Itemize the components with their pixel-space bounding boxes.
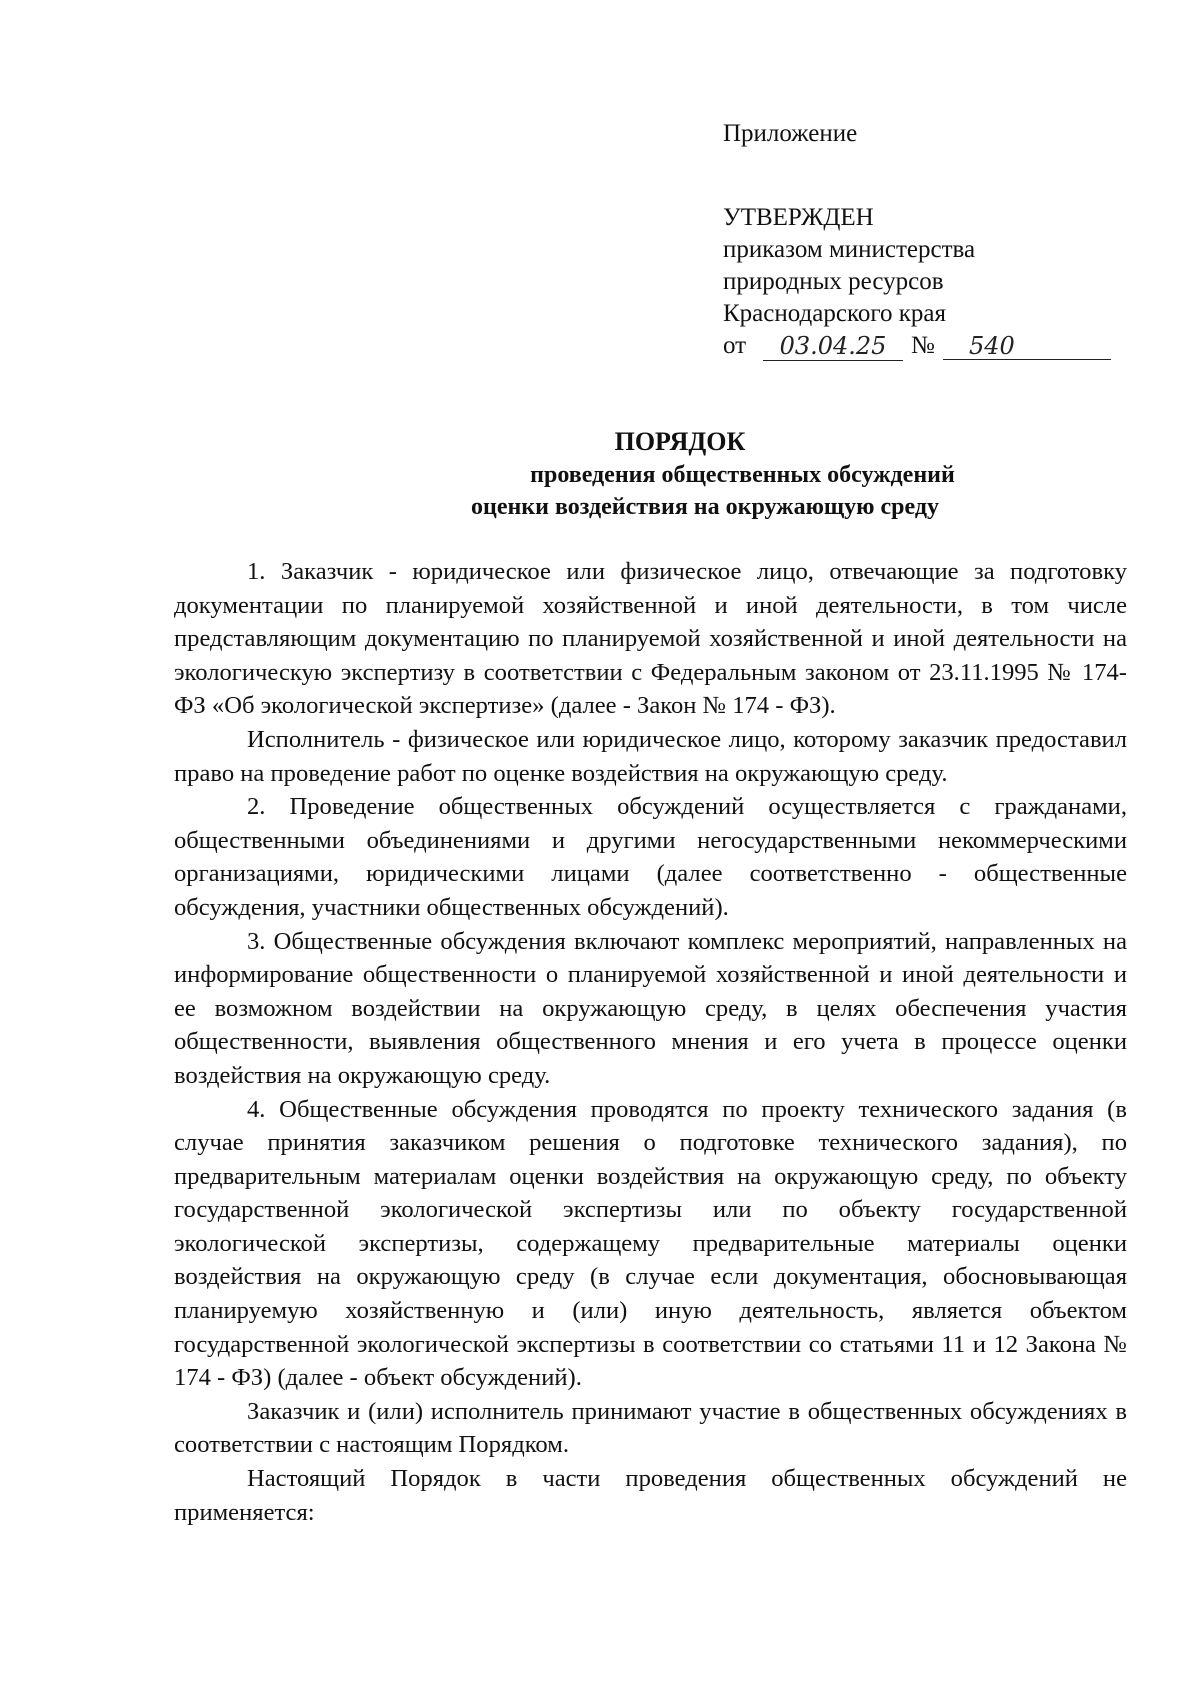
handwritten-number: 540 — [943, 330, 1111, 360]
paragraph-activities: 3. Общественные обсуждения включают комплекс мероприятий, направленных на информирование общественности о планируемой хозяйственной и иной деятельности и ее возможном воздействии на окружающую среду, в целях обеспечения участия общественности, выявления общественного мнения и его учета в процессе оценки воздействия на окружающую среду. — [174, 927, 1127, 1089]
title-subtitle-1: проведения общественных обсуждений — [530, 462, 955, 488]
approval-line-order: приказом министерства — [723, 236, 976, 263]
paragraph-executor: Исполнитель - физическое или юридическое лицо, которому заказчик предоставил право на проведение работ по оценке воздействия на окружающую среду. — [174, 725, 1127, 787]
paragraph-not-applicable: Настоящий Порядок в части проведения общественных обсуждений не применяется: — [174, 1465, 1127, 1526]
document-title — [300, 425, 1060, 523]
approval-date-line — [723, 330, 1143, 364]
approval-line-region: Краснодарского края — [723, 300, 946, 327]
title-main: ПОРЯДОК — [614, 427, 746, 456]
paragraph-participants: 2. Проведение общественных обсуждений осуществляется с гражданами, общественными объединениями и другими негосударственными некоммерческими организациями, юридическими лицами (далее соответственно - общественные обсуждения, участники общественных обсуждений). — [174, 793, 1127, 921]
date-prefix: от — [723, 332, 747, 359]
appendix-label: Приложение — [723, 120, 858, 147]
approval-block — [723, 118, 1143, 364]
document-body — [174, 555, 1127, 1529]
paragraph-participation: Заказчик и (или) исполнитель принимают участие в общественных обсуждениях в соответствии с настоящим Порядком. — [174, 1397, 1127, 1459]
title-subtitle-2: оценки воздействия на окружающую среду — [471, 494, 939, 520]
approval-line-ministry: природных ресурсов — [723, 268, 944, 295]
paragraph-customer: 1. Заказчик - юридическое или физическое лицо, отвечающие за подготовку документации по планируемой хозяйственной и иной деятельности, в том числе представляющим документацию по планируемой хозяйственной и иной деятельности на экологическую экспертизу в соответствии с Федеральным законом от 23.11.1995 № 174-ФЗ «Об экологической экспертизе» (далее - Закон № 174 - ФЗ). — [174, 558, 1127, 720]
handwritten-date: 03.04.25 — [763, 330, 903, 361]
number-sign: № — [911, 332, 935, 359]
approved-label: УТВЕРЖДЕН — [723, 204, 874, 231]
paragraph-subjects: 4. Общественные обсуждения проводятся по проекту технического задания (в случае принятия заказчиком решения о подготовке технического задания), по предварительным материалам оценки воздействия на окружающую среду, по объекту государственной экологической экспертизы или по объекту государственной экологической экспертизы, содержащему предварительные материалы оценки воздействия на окружающую среду (в случае если документация, обосновывающая планируемую хозяйственную и (или) иную деятельность, является объектом государственной экологической экспертизы в соответствии со статьями 11 и 12 Закона № 174 - ФЗ) (далее - объект обсуждений). — [174, 1095, 1127, 1392]
